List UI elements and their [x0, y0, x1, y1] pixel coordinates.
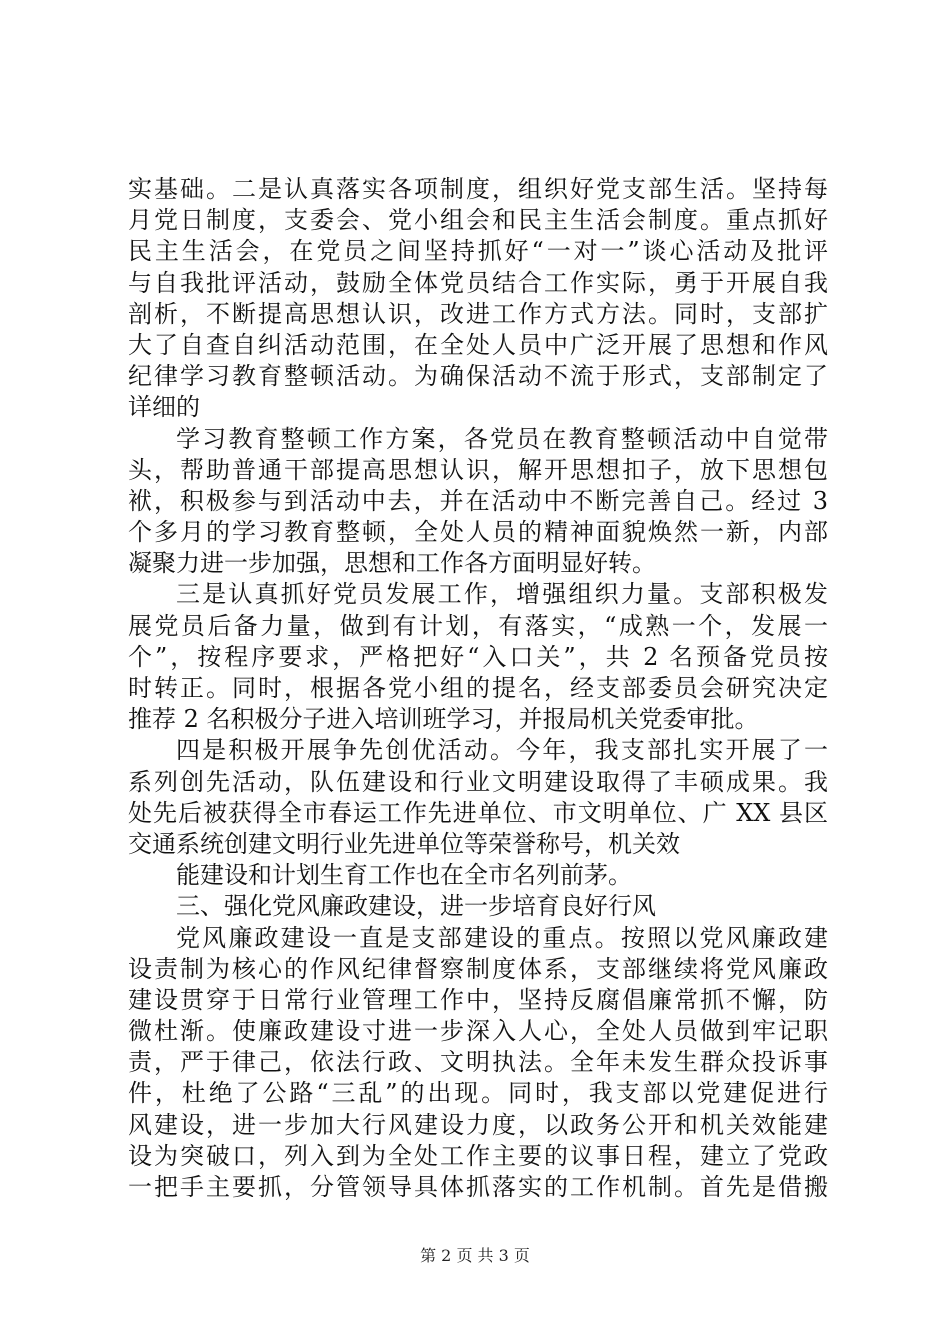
section-heading: 三、强化党风廉政建设，进一步培育良好行风 [176, 892, 656, 921]
text-line: 件，杜绝了公路“三乱”的出现。同时，我支部以党建促进行 [128, 1079, 828, 1108]
text-line: 时转正。同时，根据各党小组的提名，经支部委员会研究决定 [128, 674, 828, 702]
text-line: 推荐 2 名积极分子进入培训班学习，并报局机关党委审批。 [128, 705, 759, 734]
text-line: 袱，积极参与到活动中去，并在活动中不断完善自己。经过 3 [128, 486, 828, 515]
text-line: 头，帮助普通干部提高思想认识，解开思想扣子，放下思想包 [128, 455, 828, 484]
text-line: 剖析，不断提高思想认识，改进工作方式方法。同时，支部扩 [128, 299, 828, 328]
text-line: 风建设，进一步加大行风建设力度，以政务公开和机关效能建 [128, 1110, 828, 1139]
text-line: 详细的 [128, 393, 200, 422]
text-line: 建设贯穿于日常行业管理工作中，坚持反腐倡廉常抓不懈，防 [128, 985, 828, 1014]
text-line: 交通系统创建文明行业先进单位等荣誉称号，机关效 [128, 829, 680, 858]
text-line: 能建设和计划生育工作也在全市名列前茅。 [176, 861, 632, 890]
text-line: 四是积极开展争先创优活动。今年，我支部扎实开展了一 [176, 736, 828, 765]
text-line: 责，严于律己，依法行政、文明执法。全年未发生群众投诉事 [128, 1048, 828, 1077]
text-line: 纪律学习教育整顿活动。为确保活动不流于形式，支部制定了 [128, 362, 828, 391]
text-line: 一把手主要抓，分管领导具体抓落实的工作机制。首先是借搬 [128, 1173, 828, 1201]
page-footer: 第 2 页 共 3 页 [420, 1246, 530, 1265]
text-line: 党风廉政建设一直是支部建设的重点。按照以党风廉政建 [176, 923, 828, 952]
text-line: 展党员后备力量，做到有计划，有落实，“成熟一个，发展一 [128, 611, 828, 640]
text-line: 处先后被获得全市春运工作先进单位、市文明单位、广 XX 县区 [128, 798, 828, 827]
text-line: 个多月的学习教育整顿，全处人员的精神面貌焕然一新，内部 [128, 518, 828, 547]
text-line: 实基础。二是认真落实各项制度，组织好党支部生活。坚持每 [128, 175, 828, 203]
text-line: 民主生活会，在党员之间坚持抓好“一对一”谈心活动及批评 [128, 237, 828, 266]
text-line: 与自我批评活动，鼓励全体党员结合工作实际，勇于开展自我 [128, 268, 828, 297]
text-line: 设责制为核心的作风纪律督察制度体系，支部继续将党风廉政 [128, 954, 828, 983]
text-line: 系列创先活动，队伍建设和行业文明建设取得了丰硕成果。我 [128, 767, 828, 796]
document-body [128, 174, 828, 1203]
text-line: 三是认真抓好党员发展工作，增强组织力量。支部积极发 [176, 580, 828, 609]
text-line: 学习教育整顿工作方案，各党员在教育整顿活动中自觉带 [176, 424, 828, 453]
text-line: 大了自查自纠活动范围，在全处人员中广泛开展了思想和作风 [128, 330, 828, 359]
text-line: 微杜渐。使廉政建设寸进一步深入人心，全处人员做到牢记职 [128, 1017, 828, 1046]
text-line: 个”，按程序要求，严格把好“入口关”，共 2 名预备党员按 [128, 642, 828, 671]
text-line: 月党日制度，支委会、党小组会和民主生活会制度。重点抓好 [128, 206, 828, 235]
text-line: 设为突破口，列入到为全处工作主要的议事日程，建立了党政 [128, 1141, 828, 1170]
text-line: 凝聚力进一步加强，思想和工作各方面明显好转。 [128, 549, 656, 578]
